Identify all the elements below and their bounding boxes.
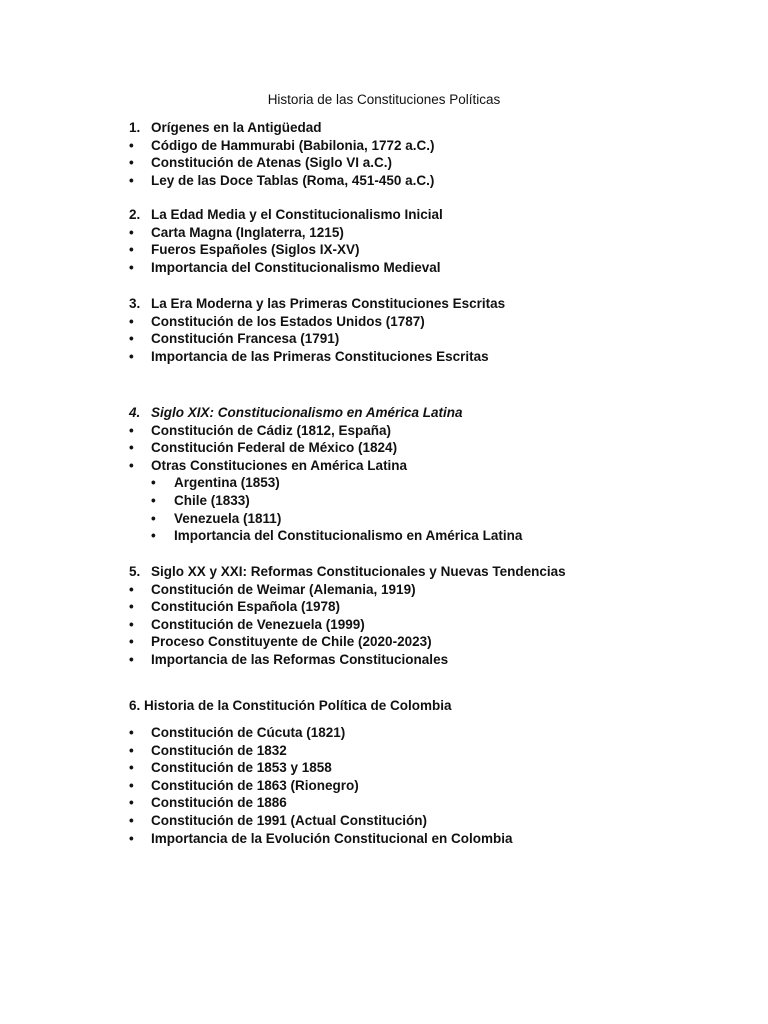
section-3 [129,295,749,365]
list-item: • Importancia del Constitucionalismo Medieval [129,259,749,277]
list-item: • Código de Hammurabi (Babilonia, 1772 a.C.) [129,137,749,155]
list-item: • Constitución de Weimar (Alemania, 1919) [129,581,749,599]
list-item: • Constitución Española (1978) [129,598,749,616]
list-item: • Constitución de 1832 [129,742,749,760]
section-heading: 4. Siglo XIX: Constitucionalismo en América Latina [129,405,463,420]
sub-list-item: • Importancia del Constitucionalismo en América Latina [129,527,749,545]
list-item: • Constitución de 1991 (Actual Constitución) [129,812,749,830]
section-heading: 6. Historia de la Constitución Política de Colombia [129,698,452,713]
list-item: • Otras Constituciones en América Latina [129,457,749,475]
list-item: • Constitución Francesa (1791) [129,330,749,348]
section-number: 2. [129,207,141,222]
list-item: • Constitución de 1863 (Rionegro) [129,777,749,795]
section-number: 4. [129,405,141,420]
list-item: • Constitución Federal de México (1824) [129,439,749,457]
list-item: • Importancia de la Evolución Constitucional en Colombia [129,830,749,848]
list-item: • Constitución de los Estados Unidos (1787) [129,313,749,331]
list-item: • Importancia de las Reformas Constitucionales [129,651,749,669]
sub-list-item: • Argentina (1853) [129,474,749,492]
document-title: Historia de las Constituciones Políticas [267,92,501,107]
list-item: • Carta Magna (Inglaterra, 1215) [129,224,749,242]
list-item: • Constitución de 1853 y 1858 [129,759,749,777]
section-2 [129,206,749,276]
list-item: • Importancia de las Primeras Constituciones Escritas [129,348,749,366]
section-6-list [129,724,749,847]
list-item: • Constitución de Cúcuta (1821) [129,724,749,742]
section-number: 5. [129,564,141,579]
section-1 [129,119,749,189]
section-heading: 3. La Era Moderna y las Primeras Constituciones Escritas [129,296,506,311]
section-heading: 1. Orígenes en la Antigüedad [129,120,322,135]
list-item: • Ley de las Doce Tablas (Roma, 451-450 a.C.) [129,172,749,190]
section-number: 1. [129,120,141,135]
list-item: • Constitución de 1886 [129,794,749,812]
list-item: • Constitución de Venezuela (1999) [129,616,749,634]
list-item: • Proceso Constituyente de Chile (2020-2023) [129,633,749,651]
section-4 [129,404,749,545]
section-5 [129,563,749,669]
section-heading: 2. La Edad Media y el Constitucionalismo Inicial [129,207,443,222]
sub-list-item: • Chile (1833) [129,492,749,510]
section-heading: 5. Siglo XX y XXI: Reformas Constitucionales y Nuevas Tendencias [129,564,566,579]
list-item: • Fueros Españoles (Siglos IX-XV) [129,241,749,259]
list-item: • Constitución de Cádiz (1812, España) [129,422,749,440]
section-6 [129,697,749,715]
section-number: 3. [129,296,141,311]
sub-list-item: • Venezuela (1811) [129,510,749,528]
list-item: • Constitución de Atenas (Siglo VI a.C.) [129,154,749,172]
